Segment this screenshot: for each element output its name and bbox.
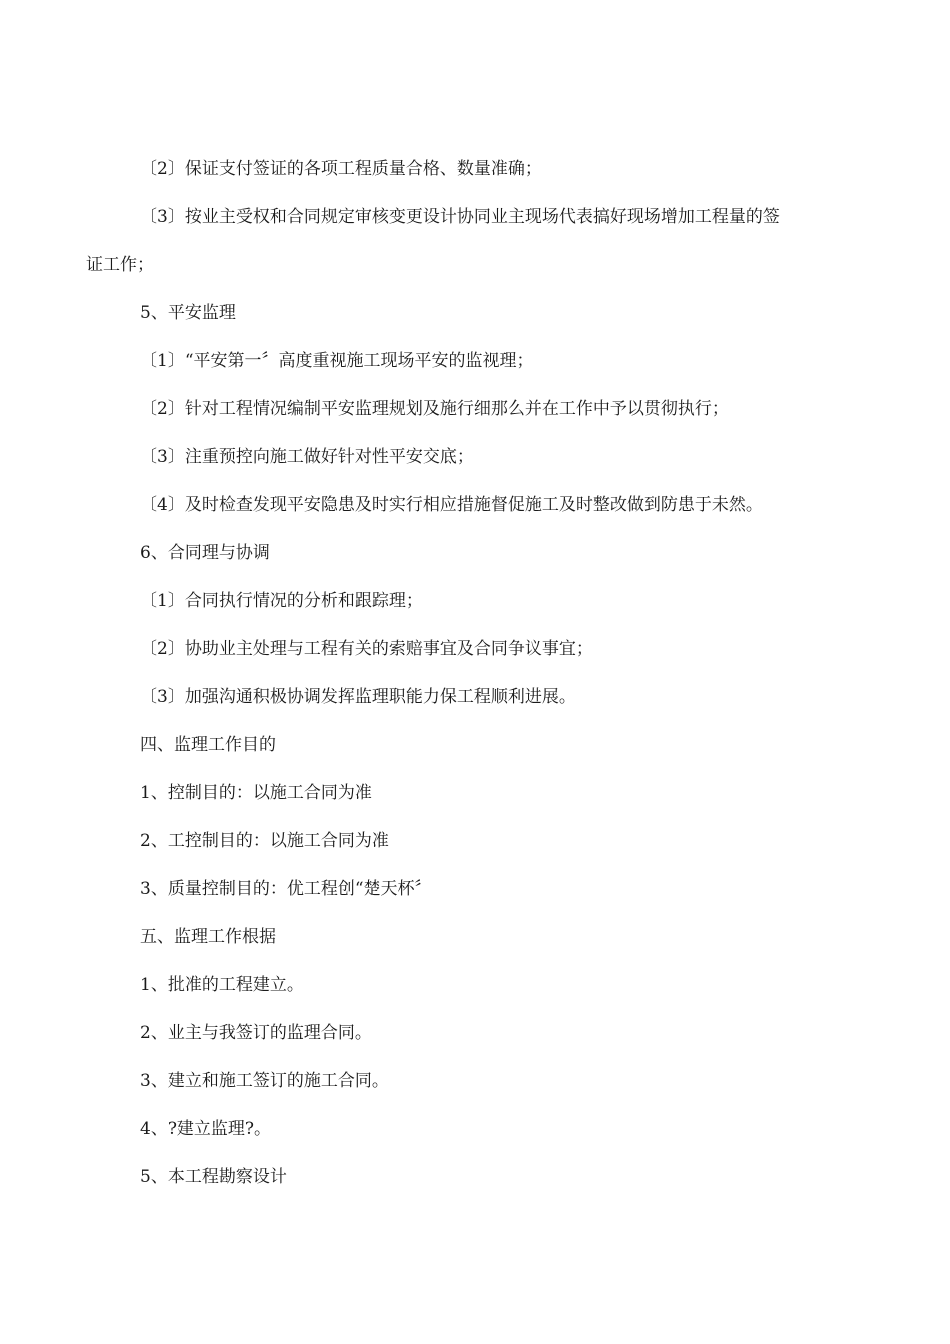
paragraph-line: 〔2〕针对工程情况编制平安监理规划及施行细那么并在工作中予以贯彻执行； [140, 399, 729, 419]
paragraph-line: 2、工控制目的：以施工合同为准 [140, 831, 389, 851]
paragraph-line: 〔2〕保证支付签证的各项工程质量合格、数量准确； [140, 159, 542, 179]
paragraph-line: 〔1〕“平安第一〞高度重视施工现场平安的监视理； [140, 351, 534, 371]
section-heading: 四、监理工作目的 [140, 735, 276, 755]
paragraph-line: 〔3〕加强沟通积极协调发挥监理职能力保工程顺利进展。 [140, 687, 576, 707]
paragraph-line: 〔4〕及时检查发现平安隐患及时实行相应措施督促施工及时整改做到防患于未然。 [140, 495, 763, 515]
paragraph-line: 5、本工程勘察设计 [140, 1167, 287, 1187]
section-heading: 6、合同理与协调 [140, 543, 270, 563]
section-heading: 五、监理工作根据 [140, 927, 276, 947]
paragraph-line: 3、建立和施工签订的施工合同。 [140, 1071, 389, 1091]
paragraph-line: 〔1〕合同执行情况的分析和跟踪理； [140, 591, 423, 611]
paragraph-line: 3、质量控制目的：优工程创“楚天杯〞 [140, 879, 432, 899]
paragraph-line: 证工作； [86, 255, 154, 275]
paragraph-line: 2、业主与我签订的监理合同。 [140, 1023, 372, 1043]
paragraph-line: 〔2〕协助业主处理与工程有关的索赔事宜及合同争议事宜； [140, 639, 593, 659]
paragraph-line: 4、?建立监理?。 [140, 1119, 272, 1139]
paragraph-line: 〔3〕按业主受权和合同规定审核变更设计协同业主现场代表搞好现场增加工程量的签 [140, 207, 780, 227]
paragraph-line: 〔3〕注重预控向施工做好针对性平安交底； [140, 447, 474, 467]
section-heading: 5、平安监理 [140, 303, 236, 323]
paragraph-line: 1、控制目的：以施工合同为准 [140, 783, 372, 803]
paragraph-line: 1、批准的工程建立。 [140, 975, 304, 995]
